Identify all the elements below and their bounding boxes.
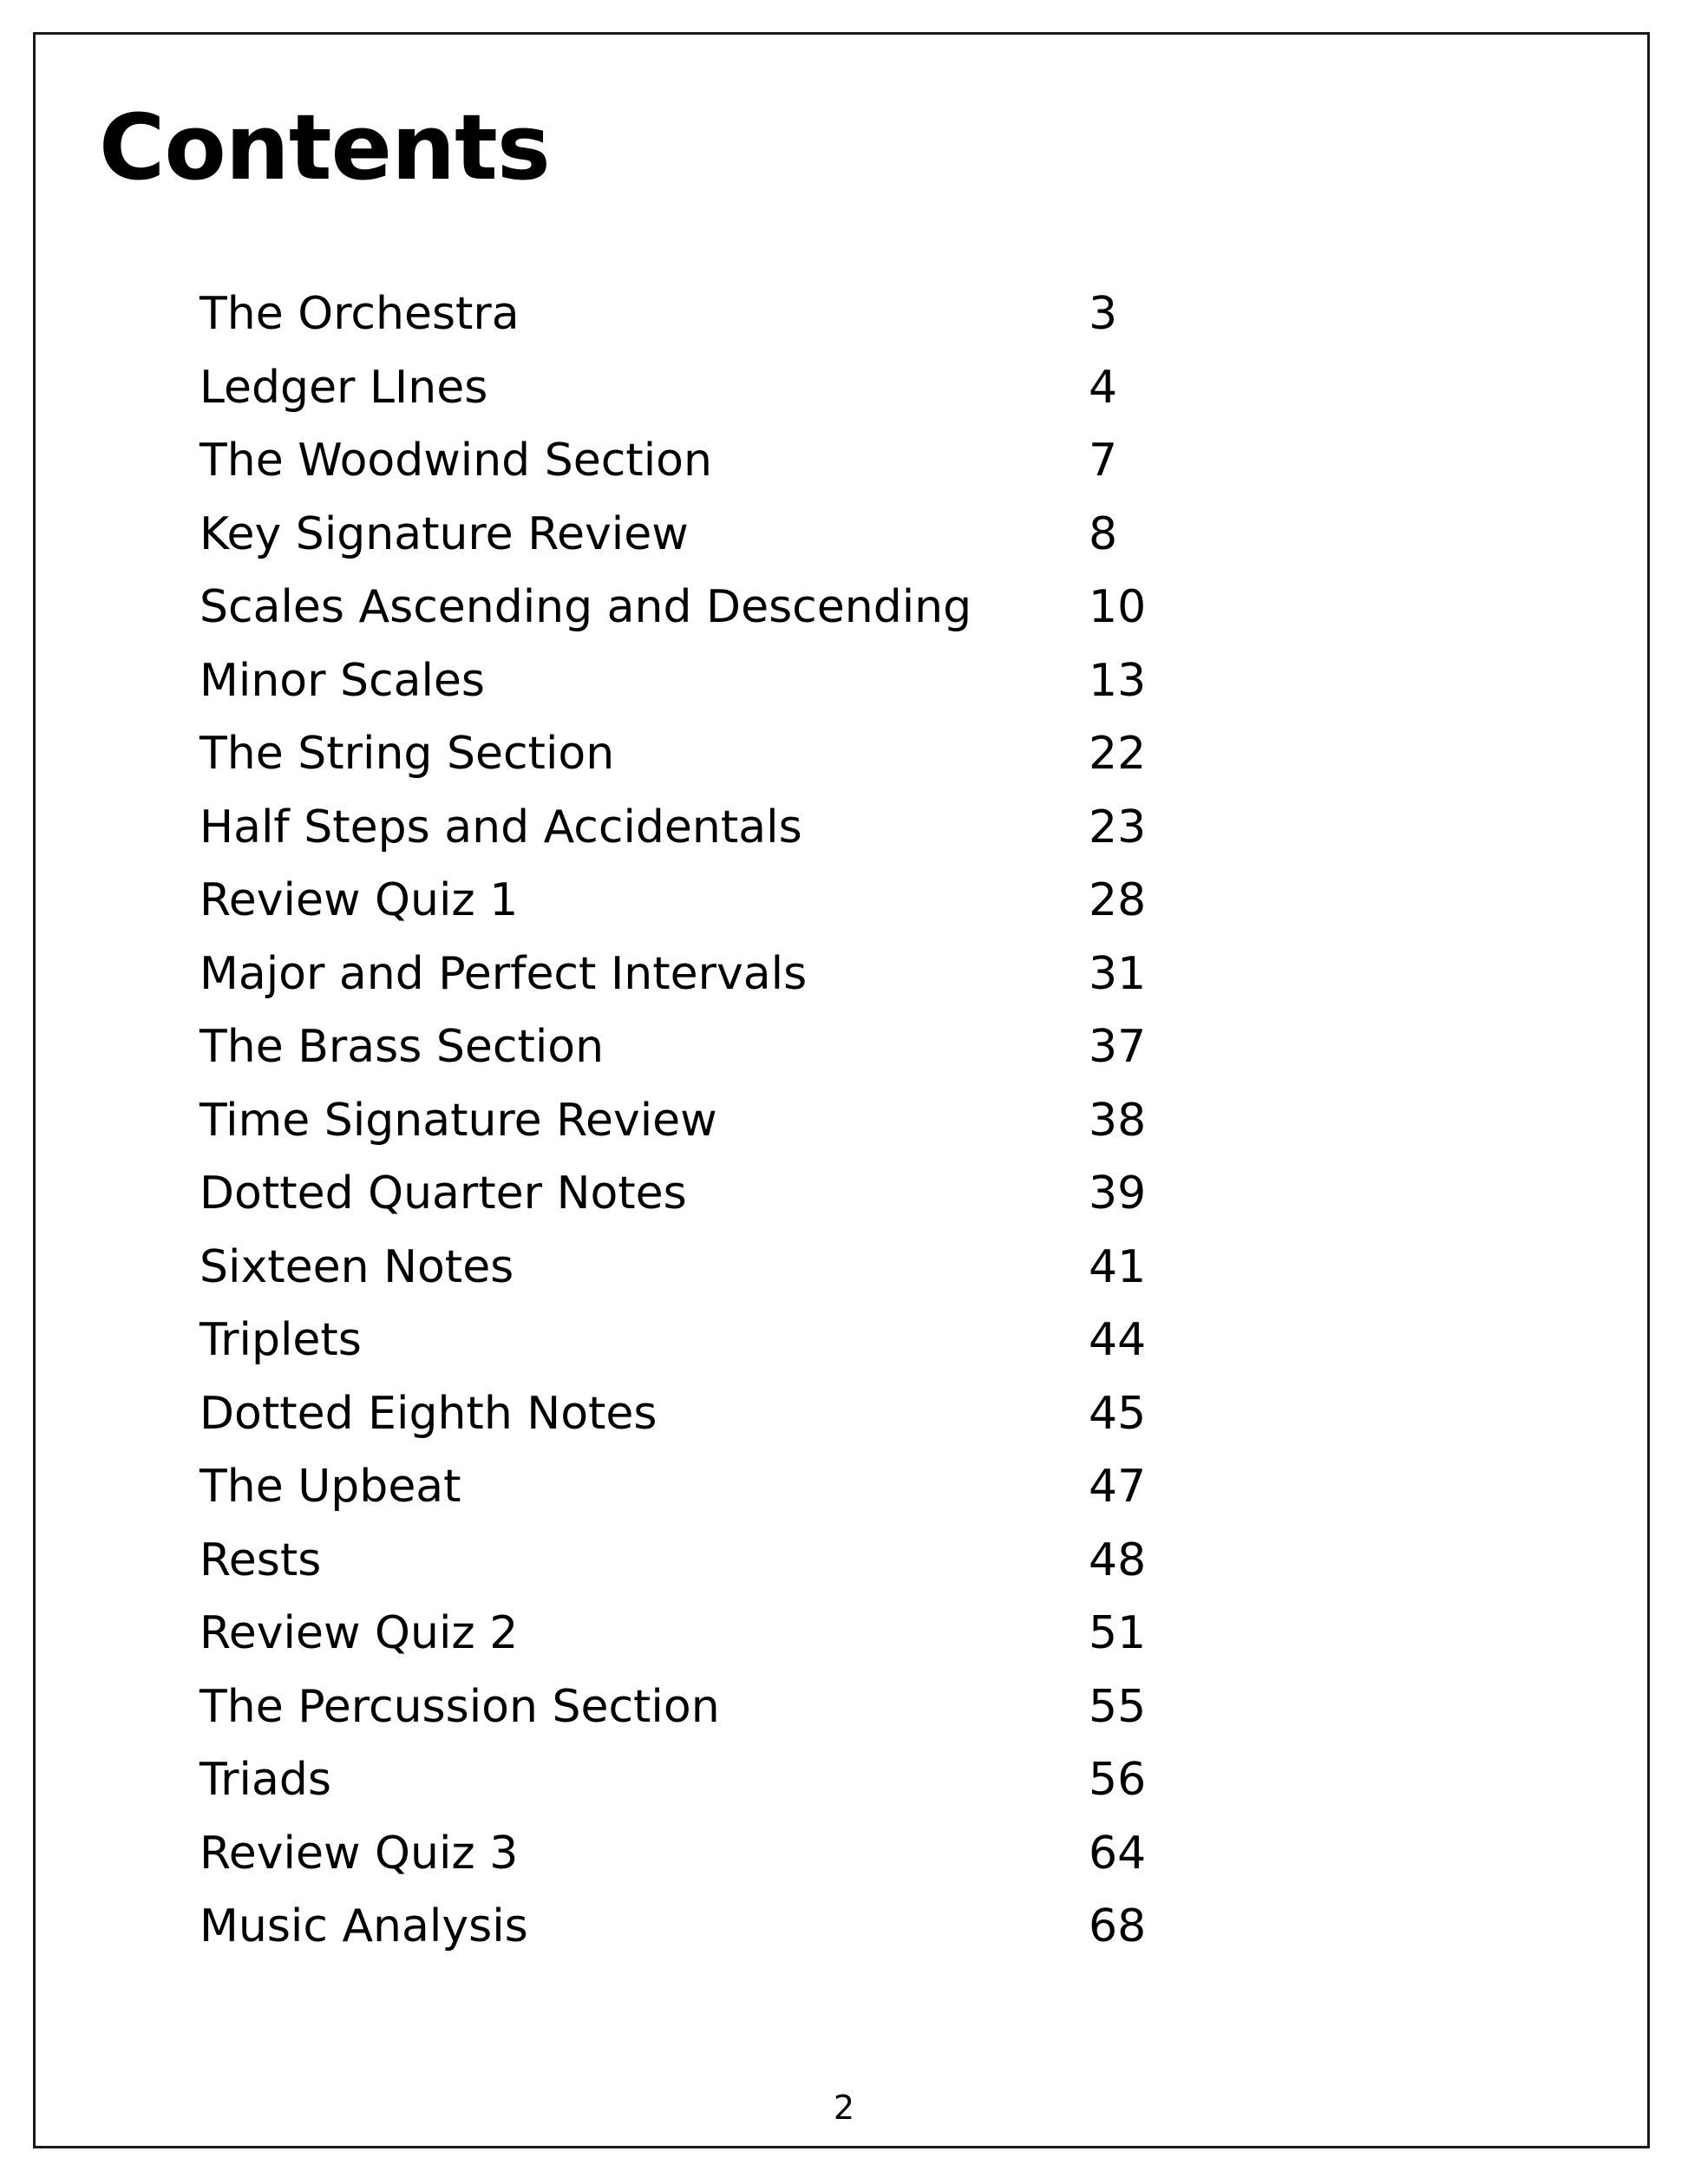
toc-entry-title: The Brass Section xyxy=(200,1021,605,1073)
toc-entry-page: 56 xyxy=(1089,1754,1147,1806)
toc-entry-page: 44 xyxy=(1089,1314,1147,1366)
toc-entry xyxy=(200,286,1240,360)
toc-entry-page: 51 xyxy=(1089,1607,1147,1659)
toc-entry-page: 38 xyxy=(1089,1094,1147,1147)
toc-entry-page: 68 xyxy=(1089,1900,1147,1952)
toc-entry-page: 48 xyxy=(1089,1533,1147,1586)
toc-entry-title: Sixteen Notes xyxy=(200,1240,514,1293)
toc-entry xyxy=(200,653,1240,727)
toc-entry-page: 22 xyxy=(1089,728,1147,780)
toc-entry-page: 8 xyxy=(1089,507,1118,560)
toc-entry-title: Major and Perfect Intervals xyxy=(200,947,808,1000)
toc-entry-title: The Upbeat xyxy=(200,1461,461,1513)
toc-entry xyxy=(200,1605,1240,1679)
toc-entry-title: Review Quiz 1 xyxy=(200,874,519,926)
toc-entry-page: 45 xyxy=(1089,1387,1147,1440)
toc-entry xyxy=(200,507,1240,580)
toc-entry-title: Key Signature Review xyxy=(200,507,689,560)
toc-entry-title: Music Analysis xyxy=(200,1900,528,1952)
toc-entry xyxy=(200,1533,1240,1606)
toc-entry-page: 10 xyxy=(1089,581,1147,633)
toc-entry xyxy=(200,1899,1240,1972)
toc-entry-title: Minor Scales xyxy=(200,654,485,707)
toc-entry-title: Review Quiz 3 xyxy=(200,1827,519,1880)
toc-entry-title: The Percussion Section xyxy=(200,1680,720,1733)
page-title: Contents xyxy=(99,95,550,200)
toc-entry-title: Ledger LInes xyxy=(200,361,488,414)
toc-entry xyxy=(200,1093,1240,1167)
toc-entry-page: 39 xyxy=(1089,1167,1147,1220)
toc-entry-title: The Woodwind Section xyxy=(200,435,712,487)
toc-entry xyxy=(200,1019,1240,1093)
toc-entry-page: 55 xyxy=(1089,1680,1147,1733)
toc-entry-title: Scales Ascending and Descending xyxy=(200,581,972,633)
toc-entry-page: 47 xyxy=(1089,1461,1147,1513)
toc-entry-title: Triads xyxy=(200,1754,331,1806)
toc-entry-page: 41 xyxy=(1089,1240,1147,1293)
toc-entry-page: 37 xyxy=(1089,1021,1147,1073)
toc-entry-page: 23 xyxy=(1089,801,1147,853)
toc-entry xyxy=(200,1679,1240,1753)
toc-entry-page: 13 xyxy=(1089,654,1147,707)
toc-entry-title: The String Section xyxy=(200,728,615,780)
toc-entry-title: Review Quiz 2 xyxy=(200,1607,519,1659)
table-of-contents xyxy=(200,286,1240,1972)
toc-entry-title: Dotted Eighth Notes xyxy=(200,1387,658,1440)
toc-entry-title: Time Signature Review xyxy=(200,1094,717,1147)
toc-entry xyxy=(200,360,1240,434)
toc-entry xyxy=(200,800,1240,873)
toc-entry xyxy=(200,873,1240,946)
toc-entry xyxy=(200,1752,1240,1826)
toc-entry-title: Triplets xyxy=(200,1314,362,1366)
toc-entry xyxy=(200,946,1240,1020)
toc-entry xyxy=(200,1166,1240,1239)
toc-entry xyxy=(200,726,1240,800)
toc-entry-page: 64 xyxy=(1089,1827,1147,1880)
toc-entry xyxy=(200,1826,1240,1900)
page-number: 2 xyxy=(833,2089,855,2127)
toc-entry-page: 3 xyxy=(1089,288,1118,340)
toc-entry-title: Rests xyxy=(200,1533,322,1586)
toc-entry-page: 7 xyxy=(1089,435,1118,487)
toc-entry-page: 4 xyxy=(1089,361,1118,414)
toc-entry-title: Dotted Quarter Notes xyxy=(200,1167,687,1220)
toc-entry xyxy=(200,433,1240,507)
toc-entry xyxy=(200,1239,1240,1313)
toc-entry-page: 31 xyxy=(1089,947,1147,1000)
toc-entry xyxy=(200,1312,1240,1386)
toc-entry xyxy=(200,1386,1240,1460)
toc-entry xyxy=(200,1459,1240,1533)
toc-entry xyxy=(200,579,1240,653)
toc-entry-title: Half Steps and Accidentals xyxy=(200,801,802,853)
toc-entry-page: 28 xyxy=(1089,874,1147,926)
toc-entry-title: The Orchestra xyxy=(200,288,520,340)
